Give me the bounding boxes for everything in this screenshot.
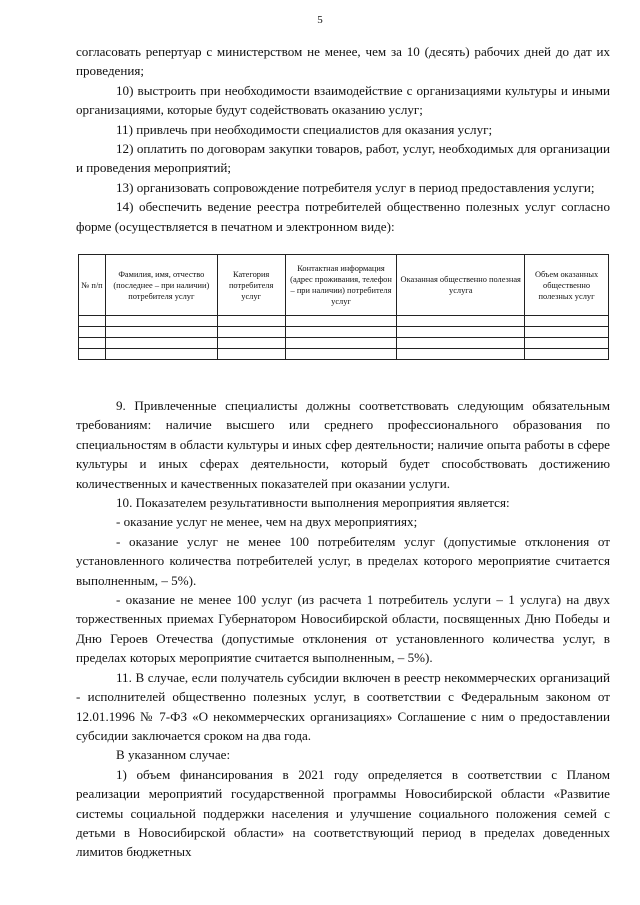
table-cell bbox=[105, 316, 217, 327]
page-number: 5 bbox=[317, 14, 323, 26]
text-block-bottom bbox=[76, 396, 610, 862]
table-cell bbox=[285, 349, 397, 360]
table-cell bbox=[79, 316, 106, 327]
table-cell bbox=[397, 327, 525, 338]
paragraph: - оказание не менее 100 услуг (из расчета 1 потребитель услуги – 1 услуга) на двух торжественных приемах Губернатором Новосибирской области, посвященных Дню Победы и Дню Героев Отечества (допустимые отклонения от установленного количества услуг, в пределах которых мероприятие считается выполненным, – 5%). bbox=[76, 592, 610, 666]
table-cell bbox=[105, 349, 217, 360]
table-cell bbox=[525, 316, 609, 327]
paragraph: В указанном случае: bbox=[116, 747, 231, 763]
table-cell bbox=[525, 327, 609, 338]
paragraph: - оказание услуг не менее, чем на двух мероприятиях; bbox=[116, 514, 418, 530]
table-cell bbox=[285, 316, 397, 327]
table-row bbox=[79, 338, 609, 349]
table-cell bbox=[525, 349, 609, 360]
table-cell bbox=[217, 349, 285, 360]
paragraph: 10) выстроить при необходимости взаимодействие с организациями культуры и иными организациями, которые будут содействовать оказанию услуг; bbox=[76, 82, 610, 118]
paragraph: 12) оплатить по договорам закупки товаров, работ, услуг, необходимых для организации и проведения мероприятий; bbox=[76, 141, 610, 176]
table-cell bbox=[79, 349, 106, 360]
table-header-row bbox=[79, 255, 609, 316]
table-header-cell: Категория потребителя услуг bbox=[217, 255, 285, 316]
paragraph: 9. Привлеченные специалисты должны соответствовать следующим обязательным требованиям: наличие высшего или среднего профессионального образования по специальностям в области культуры и иных сфер деятельности; наличие опыта работы в сфере культуры и иных сферах деятельности, который будет способствовать достижению количественных и качественных показателей при оказании услуги. bbox=[76, 398, 610, 491]
table-cell bbox=[105, 338, 217, 349]
table-row bbox=[79, 349, 609, 360]
table-cell bbox=[217, 316, 285, 327]
table-row bbox=[79, 316, 609, 327]
table-cell bbox=[217, 338, 285, 349]
text-block-top bbox=[76, 42, 610, 236]
table-cell bbox=[525, 338, 609, 349]
paragraph: 10. Показателем результативности выполнения мероприятия является: bbox=[116, 495, 510, 511]
table-header-cell: Объем оказанных общественно полезных услуг bbox=[525, 255, 609, 316]
paragraph: - оказание услуг не менее 100 потребителям услуг (допустимые отклонения от установленного количества потребителей услуг, в пределах которого мероприятие считается выполненным, – 5%). bbox=[76, 533, 610, 588]
table-cell bbox=[285, 327, 397, 338]
table-header-cell: № п/п bbox=[79, 255, 106, 316]
table-row bbox=[79, 327, 609, 338]
table-cell bbox=[79, 327, 106, 338]
table-header-cell: Фамилия, имя, отчество (последнее – при наличии) потребителя услуг bbox=[105, 255, 217, 316]
table-cell bbox=[285, 338, 397, 349]
table-cell bbox=[397, 316, 525, 327]
table-header-cell: Оказанная общественно полезная услуга bbox=[397, 255, 525, 316]
paragraph: 11. В случае, если получатель субсидии включен в реестр некоммерческих организаций - исполнителей общественно полезных услуг, в соответствии с Федеральным законом от 12.01.1996 № 7-ФЗ «О некоммерческих организациях» Соглашение с ним о предоставлении субсидии заключается сроком на два года. bbox=[76, 669, 610, 743]
table-cell bbox=[105, 327, 217, 338]
paragraph: 14) обеспечить ведение реестра потребителей общественно полезных услуг согласно форме (осуществляется в печатном и электронном виде): bbox=[76, 199, 610, 234]
paragraph: 13) организовать сопровождение потребителя услуг в период предоставления услуги; bbox=[116, 179, 595, 195]
table-cell bbox=[397, 349, 525, 360]
table-cell bbox=[397, 338, 525, 349]
table-header-cell: Контактная информация (адрес проживания, телефон – при наличии) потребителя услуг bbox=[285, 255, 397, 316]
registry-table bbox=[78, 254, 609, 360]
table-cell bbox=[217, 327, 285, 338]
paragraph: 11) привлечь при необходимости специалистов для оказания услуг; bbox=[116, 121, 493, 137]
table-cell bbox=[79, 338, 106, 349]
paragraph: 1) объем финансирования в 2021 году определяется в соответствии с Планом реализации мероприятий государственной программы Новосибирской области «Развитие системы социальной поддержки населения и улучшение социального положения семей с детьми в Новосибирской области» на соответствующий период в пределах доведенных лимитов бюджетных bbox=[76, 766, 610, 860]
paragraph: согласовать репертуар с министерством не менее, чем за 10 (десять) рабочих дней до дат их проведения; bbox=[76, 44, 610, 79]
